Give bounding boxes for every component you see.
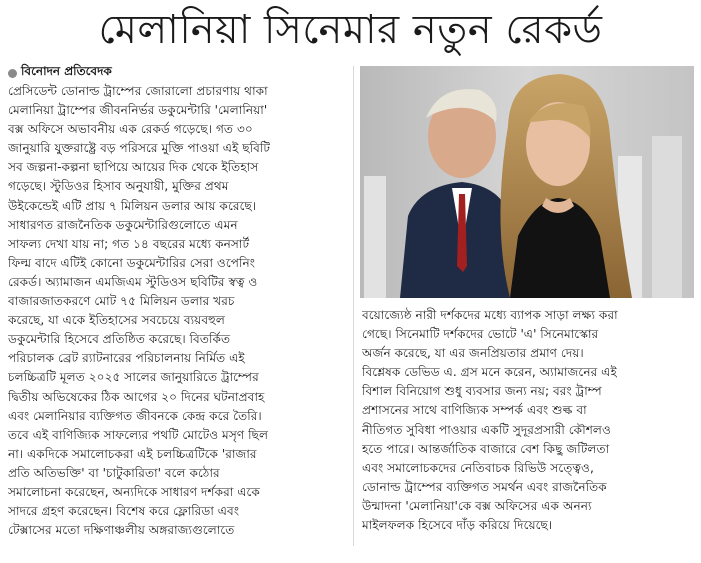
article-text-line: বিশাল বিনিয়োগ শুধু ব্যবসার জন্য নয়; বরং ট্রাম্প bbox=[362, 384, 602, 399]
article-text-line: হতে পারে। আন্তর্জাতিক বাজারে বেশ কিছু জটিলতা bbox=[362, 441, 610, 456]
article-text-line: উন্মাদনা 'মেলানিয়া'কে বক্স অফিসের এক অনন্য bbox=[362, 498, 592, 513]
article-text-line: সাদরে গ্রহণ করেছেন। বিশেষ করে ফ্লোরিডা এবং bbox=[8, 504, 240, 519]
article-text-line: বাজারজাতকরণে মোট ৭৫ মিলিয়ন ডলার খরচ bbox=[8, 294, 235, 309]
article-text-line: করেছে, যা একে ইতিহাসের সবচেয়ে ব্যয়বহুল bbox=[8, 313, 225, 328]
article-column-right bbox=[362, 306, 694, 535]
photo-of-woman-and-man-icon bbox=[360, 66, 694, 298]
byline-text: বিনোদন প্রতিবেদক bbox=[21, 64, 112, 78]
byline bbox=[8, 64, 112, 82]
article-text-line: সাধারণত রাজনৈতিক ডকুমেন্টারিগুলোতে এমন bbox=[8, 217, 238, 232]
article-text-line: বক্স অফিসে অভাবনীয় এক রেকর্ড গড়েছে। গত ৩০ bbox=[8, 122, 253, 137]
article-column-left bbox=[8, 82, 348, 540]
article-text-line: পরিচালক ব্রেট র‍্যাটনারের পরিচালনায় নির্মিত এই bbox=[8, 351, 245, 366]
article-text-line: সাফল্য দেখা যায় না; গত ১৪ বছরের মধ্যে কনসার্ট bbox=[8, 236, 250, 251]
article-text-line: প্রেসিডেন্ট ডোনাল্ড ট্রাম্পের জোরালো প্রচারণায় থাকা bbox=[8, 84, 268, 98]
article-text-line: মেলানিয়া ট্রাম্পের জীবননির্ভর ডকুমেন্টারি 'মেলানিয়া' bbox=[8, 103, 268, 118]
article-text-line: চলচ্চিত্রটি মূলত ২০২৫ সালের জানুয়ারিতে ট্রাম্পের bbox=[8, 370, 259, 385]
column-divider bbox=[353, 66, 354, 546]
article-text-line: এবং মেলানিয়ার ব্যক্তিগত জীবনকে কেন্দ্র করে তৈরি। bbox=[8, 408, 262, 423]
article-text-line: মাইলফলক হিসেবে দাঁড় করিয়ে দিয়েছে। bbox=[362, 518, 553, 533]
article-photo bbox=[360, 66, 694, 298]
article-text-line: উইকেন্ডেই এটি প্রায় ৭ মিলিয়ন ডলার আয় করেছে। bbox=[8, 198, 257, 213]
article-text-line: গড়েছে। স্টুডিওর হিসাব অনুযায়ী, মুক্তির প্রথম bbox=[8, 179, 229, 194]
article-text-line: তবে এই বাণিজ্যিক সাফল্যের পথটি মোটেও মসৃণ ছিল bbox=[8, 427, 269, 442]
article-text-line: প্রশাসনের সাথে বাণিজ্যিক সম্পর্ক এবং শুল্ক বা bbox=[362, 403, 587, 418]
article-text-line: না। একদিকে সমালোচকরা এই চলচ্চিত্রটিকে 'রাজার bbox=[8, 446, 257, 461]
article-text-line: প্রতি অতিভক্তি' বা 'চাটুকারিতা' বলে কঠোর bbox=[8, 465, 220, 480]
article-text-line: টেক্সাসের মতো দক্ষিণাঞ্চলীয় অঙ্গরাজ্যগুলোতে bbox=[8, 523, 235, 538]
article-text-line: রেকর্ড। অ্যামাজন এমজিএম স্টুডিওস ছবিটির স্বত্ব ও bbox=[8, 274, 258, 289]
article-text-line: বয়োজ্যেষ্ঠ নারী দর্শকদের মধ্যে ব্যাপক সাড়া লক্ষ্য করা bbox=[362, 308, 618, 322]
headline: মেলানিয়া সিনেমার নতুন রেকর্ড bbox=[98, 7, 603, 53]
article-text-line: অর্জন করেছে, যা এর জনপ্রিয়তার প্রমাণ দেয়। bbox=[362, 346, 584, 361]
article-text-line: বিশ্লেষক ডেভিড এ. গ্রস মনে করেন, অ্যামাজনের এই bbox=[362, 365, 617, 380]
article-text-line: দ্বিতীয় অভিষেকের ঠিক আগের ২০ দিনের ঘটনাপ্রবাহ bbox=[8, 389, 265, 404]
article-text-line: ফিল্ম বাদে এটিই কোনো ডকুমেন্টারির সেরা ওপেনিং bbox=[8, 255, 256, 270]
article-text-line: নীতিগত সুবিধা পাওয়ার একটি সুদূরপ্রসারী কৌশলও bbox=[362, 422, 611, 437]
article-text-line: সব জল্পনা-কল্পনা ছাপিয়ে আয়ের দিক থেকে ইতিহাস bbox=[8, 160, 259, 175]
article-text-line: সমালোচনা করেছেন, অন্যদিকে সাধারণ দর্শকরা একে bbox=[8, 484, 260, 499]
article-text-line: ডোনাল্ড ট্রাম্পের ব্যক্তিগত সমর্থন এবং রাজনৈতিক bbox=[362, 479, 607, 494]
article-text-line: গেছে। সিনেমাটি দর্শকদের ভোটে 'এ' সিনেমাস্কোর bbox=[362, 327, 599, 342]
bullet-icon bbox=[8, 69, 17, 78]
article-text-line: জানুয়ারি যুক্তরাষ্ট্রে বড় পরিসরে মুক্তি পাওয়া এই ছবিটি bbox=[8, 141, 271, 156]
article-text-line: ডকুমেন্টারি হিসেবে প্রতিষ্ঠিত করেছে। বিতর্কিত bbox=[8, 332, 231, 347]
article-text-line: এবং সমালোচকদের নেতিবাচক রিভিউ সত্ত্বেও, bbox=[362, 460, 594, 475]
